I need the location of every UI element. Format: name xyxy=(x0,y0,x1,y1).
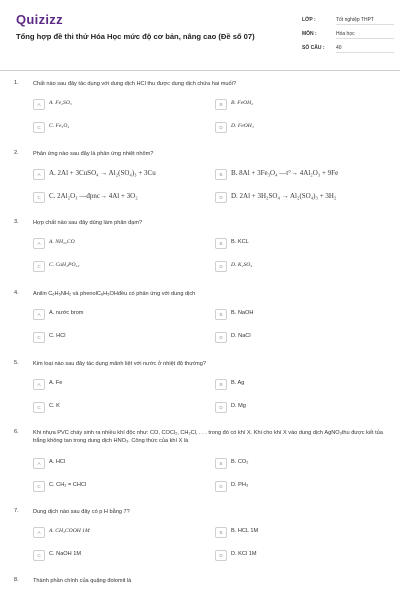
option-letter-box: A xyxy=(33,309,45,320)
option-text: B. NaOH xyxy=(231,310,254,316)
option-text: A. CH₃COOH 1M xyxy=(49,528,90,534)
option-text: D. K₂SO₄ xyxy=(231,262,253,268)
question-text: Phản ứng nào sau đây là phản ứng nhiệt nhôm? xyxy=(33,151,154,157)
option-text: B. HCL 1M xyxy=(231,528,259,534)
meta-label: MÔN : xyxy=(302,31,317,37)
question-text: Thành phần chính của quặng đolomit là xyxy=(33,578,132,584)
question-text: Khi nhựa PVC cháy sinh ra nhiều khí độc như: CO, COCl₂, CH₂Cl, . . . trong đó có khí X. Khi cho khí X vào dung dịch AgNO₃thu được kết tủa trắng không tan trong dung dịch HNO₃. Công thức của khí X là xyxy=(33,430,383,444)
option-letter-box: D xyxy=(215,550,227,561)
option-text: C. HCl xyxy=(49,333,66,339)
option-letter-box: B xyxy=(215,309,227,320)
option-letter-box: A xyxy=(33,527,45,538)
option-a[interactable] xyxy=(33,238,197,249)
question-number: 8. xyxy=(14,577,19,583)
option-text: C. NaOH 1M xyxy=(49,551,82,557)
option-text: D. KCl 1M xyxy=(231,551,257,557)
question-text: Dung dịch nào sau đây có p H bằng 7? xyxy=(33,509,130,515)
question-text: Hợp chất nào sau đây dùng làm phân đạm? xyxy=(33,220,143,226)
option-d[interactable] xyxy=(215,332,379,343)
option-c[interactable] xyxy=(33,481,197,492)
question-number: 4. xyxy=(14,290,19,296)
option-c[interactable] xyxy=(33,261,197,272)
question-number: 5. xyxy=(14,360,19,366)
question-number: 6. xyxy=(14,429,19,435)
meta-question-count xyxy=(302,45,394,53)
option-text: B. 8Al + 3Fe₃O₄ —t°→ 4Al₂O₃ + 9Fe xyxy=(231,169,339,177)
option-letter-box: C xyxy=(33,550,45,561)
option-d[interactable] xyxy=(215,261,379,272)
option-text: D. 2Al + 3H₂SO₄ → Al₂(SO₄)₃ + 3H₂ xyxy=(231,192,337,200)
option-letter-box: D xyxy=(215,332,227,343)
option-letter-box: C xyxy=(33,122,45,133)
option-a[interactable] xyxy=(33,309,197,320)
option-a[interactable] xyxy=(33,99,197,110)
option-letter-box: B xyxy=(215,527,227,538)
option-text: D. FeOH₃ xyxy=(231,123,254,129)
option-b[interactable] xyxy=(215,238,379,249)
question-number: 7. xyxy=(14,508,19,514)
meta-value: 40 xyxy=(336,45,394,53)
option-letter-box: A xyxy=(33,169,45,180)
option-letter-box: B xyxy=(215,99,227,110)
question-number: 3. xyxy=(14,219,19,225)
option-text: B. FeOH₂ xyxy=(231,100,254,106)
option-letter-box: D xyxy=(215,402,227,413)
option-a[interactable] xyxy=(33,527,197,538)
option-b[interactable] xyxy=(215,309,379,320)
option-a[interactable] xyxy=(33,169,197,180)
question-text: Chất nào sau đây tác dụng với dung dịch HCl thu được dung dịch chứa hai muối? xyxy=(33,81,236,87)
option-letter-box: D xyxy=(215,192,227,203)
option-letter-box: B xyxy=(215,169,227,180)
option-a[interactable] xyxy=(33,379,197,390)
option-letter-box: D xyxy=(215,122,227,133)
option-text: A. NH₂₂CO xyxy=(49,239,75,245)
meta-value: Hóa học xyxy=(336,31,394,39)
option-letter-box: B xyxy=(215,458,227,469)
worksheet-header xyxy=(0,0,400,71)
option-c[interactable] xyxy=(33,550,197,561)
question-text: Kim loại nào sau đây tác dụng mãnh liệt với nước ở nhiệt độ thường? xyxy=(33,361,206,367)
option-text: B. Ag xyxy=(231,380,245,386)
option-letter-box: C xyxy=(33,261,45,272)
option-d[interactable] xyxy=(215,402,379,413)
option-d[interactable] xyxy=(215,550,379,561)
meta-label: SỐ CÂU : xyxy=(302,45,325,51)
option-b[interactable] xyxy=(215,379,379,390)
meta-subject xyxy=(302,31,394,39)
meta-label: LỚP : xyxy=(302,17,316,23)
question-number: 2. xyxy=(14,150,19,156)
option-b[interactable] xyxy=(215,99,379,110)
meta-class xyxy=(302,17,394,25)
option-letter-box: D xyxy=(215,261,227,272)
option-text: A. Fe xyxy=(49,380,63,386)
option-d[interactable] xyxy=(215,122,379,133)
worksheet-title: Tổng hợp đề thi thử Hóa Học mức độ cơ bản, nâng cao (Đề số 07) xyxy=(16,32,255,41)
meta-value: Tốt nghiệp THPT xyxy=(336,17,394,25)
option-b[interactable] xyxy=(215,169,379,180)
option-letter-box: B xyxy=(215,379,227,390)
option-letter-box: A xyxy=(33,238,45,249)
option-text: D. Mg xyxy=(231,403,246,409)
option-letter-box: D xyxy=(215,481,227,492)
option-c[interactable] xyxy=(33,192,197,203)
option-letter-box: C xyxy=(33,481,45,492)
option-letter-box: C xyxy=(33,402,45,413)
option-letter-box: C xyxy=(33,332,45,343)
option-text: C. CH₂ = CHCl xyxy=(49,482,87,488)
option-letter-box: B xyxy=(215,238,227,249)
option-text: C. CaH₂PO₄₂ xyxy=(49,262,80,268)
option-d[interactable] xyxy=(215,192,379,203)
option-text: C. K xyxy=(49,403,60,409)
option-text: D. PH₃ xyxy=(231,482,249,488)
option-text: B. CO₂ xyxy=(231,459,249,465)
option-text: C. 2Al₂O₃ —đpnc→ 4Al + 3O₂ xyxy=(49,192,138,200)
option-c[interactable] xyxy=(33,122,197,133)
question-number: 1. xyxy=(14,80,19,86)
question-text: Anilin C₆H₅NH₂ và phenolC₆H₅OHđều có phản ứng với dung dịch xyxy=(33,291,196,297)
option-text: A. nước brom xyxy=(49,310,84,316)
option-a[interactable] xyxy=(33,458,197,469)
option-text: B. KCL xyxy=(231,239,249,245)
option-d[interactable] xyxy=(215,481,379,492)
option-text: D. NaCl xyxy=(231,333,251,339)
option-letter-box: C xyxy=(33,192,45,203)
option-b[interactable] xyxy=(215,527,379,538)
option-text: C. Fe₃O₄ xyxy=(49,123,70,129)
option-text: A. HCl xyxy=(49,459,66,465)
option-letter-box: A xyxy=(33,99,45,110)
option-c[interactable] xyxy=(33,332,197,343)
option-letter-box: A xyxy=(33,458,45,469)
brand-logo: Quizizz xyxy=(16,12,63,27)
option-b[interactable] xyxy=(215,458,379,469)
option-text: A. 2Al + 3CuSO₄ → Al₂(SO₄)₃ + 3Cu xyxy=(49,169,156,177)
option-text: A. Fe₂SO₃ xyxy=(49,100,72,106)
option-c[interactable] xyxy=(33,402,197,413)
option-letter-box: A xyxy=(33,379,45,390)
